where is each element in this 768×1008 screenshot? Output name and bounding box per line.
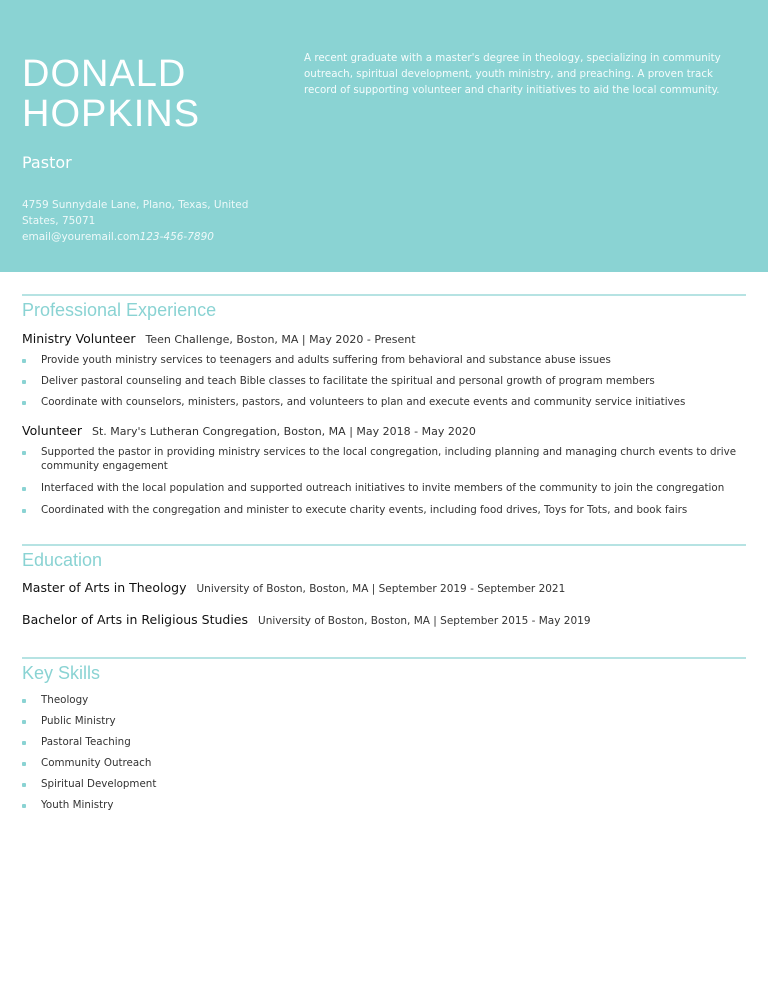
contact-info bbox=[22, 197, 252, 245]
education-item bbox=[22, 612, 746, 627]
resume-header bbox=[0, 0, 768, 272]
section-divider bbox=[22, 544, 746, 546]
email: email@youremail.com bbox=[22, 231, 140, 243]
section-title: Key Skills bbox=[22, 663, 101, 683]
skills-section bbox=[22, 657, 746, 812]
list-item: Provide youth ministry services to teenagers and adults suffering from behavioral and substance abuse issues bbox=[22, 353, 746, 367]
list-item: Supported the pastor in providing ministry services to the local congregation, including planning and managing church events to drive community engagement bbox=[22, 445, 746, 473]
degree: Master of Arts in Theology bbox=[22, 580, 187, 595]
job-role: Volunteer bbox=[22, 423, 82, 438]
education-details: University of Boston, Boston, MA | September 2015 - May 2019 bbox=[258, 615, 591, 627]
skills-list bbox=[22, 693, 746, 812]
list-item: Coordinate with counselors, ministers, pastors, and volunteers to plan and execute events and community service initiatives bbox=[22, 395, 746, 409]
skill-item: Community Outreach bbox=[22, 756, 746, 770]
skill-item: Public Ministry bbox=[22, 714, 746, 728]
last-name: HOPKINS bbox=[22, 93, 201, 135]
experience-section bbox=[22, 294, 746, 517]
section-title: Professional Experience bbox=[22, 300, 217, 320]
section-divider bbox=[22, 657, 746, 659]
first-name: DONALD bbox=[22, 53, 187, 95]
skill-item: Pastoral Teaching bbox=[22, 735, 746, 749]
list-item: Coordinated with the congregation and minister to execute charity events, including food drives, Toys for Tots, and book fairs bbox=[22, 503, 746, 517]
job-title: Pastor bbox=[22, 153, 72, 172]
phone: 123-456-7890 bbox=[139, 231, 214, 243]
address: 4759 Sunnydale Lane, Plano, Texas, United States, 75071 bbox=[22, 199, 249, 227]
list-item: Interfaced with the local population and supported outreach initiatives to invite members of the community to join the congregation bbox=[22, 481, 746, 495]
education-details: University of Boston, Boston, MA | September 2019 - September 2021 bbox=[196, 583, 566, 595]
job-details: St. Mary's Lutheran Congregation, Boston, MA | May 2018 - May 2020 bbox=[91, 425, 476, 438]
education-section bbox=[22, 544, 746, 627]
section-title: Education bbox=[22, 550, 103, 570]
education-item bbox=[22, 580, 746, 595]
job-header bbox=[22, 331, 746, 346]
job-header bbox=[22, 423, 746, 438]
candidate-name bbox=[22, 54, 200, 134]
section-divider bbox=[22, 294, 746, 296]
summary: A recent graduate with a master's degree in theology, specializing in community outreach, spiritual development, youth ministry, and preaching. A proven track record of supporting volunteer and charity initiatives to aid the local community. bbox=[304, 52, 721, 96]
job-bullets bbox=[22, 445, 746, 517]
job-role: Ministry Volunteer bbox=[22, 331, 136, 346]
skill-item: Theology bbox=[22, 693, 746, 707]
list-item: Deliver pastoral counseling and teach Bible classes to facilitate the spiritual and personal growth of program members bbox=[22, 374, 746, 388]
skill-item: Youth Ministry bbox=[22, 798, 746, 812]
job-bullets bbox=[22, 353, 746, 409]
degree: Bachelor of Arts in Religious Studies bbox=[22, 612, 249, 627]
skill-item: Spiritual Development bbox=[22, 777, 746, 791]
job-details: Teen Challenge, Boston, MA | May 2020 - Present bbox=[145, 333, 416, 346]
